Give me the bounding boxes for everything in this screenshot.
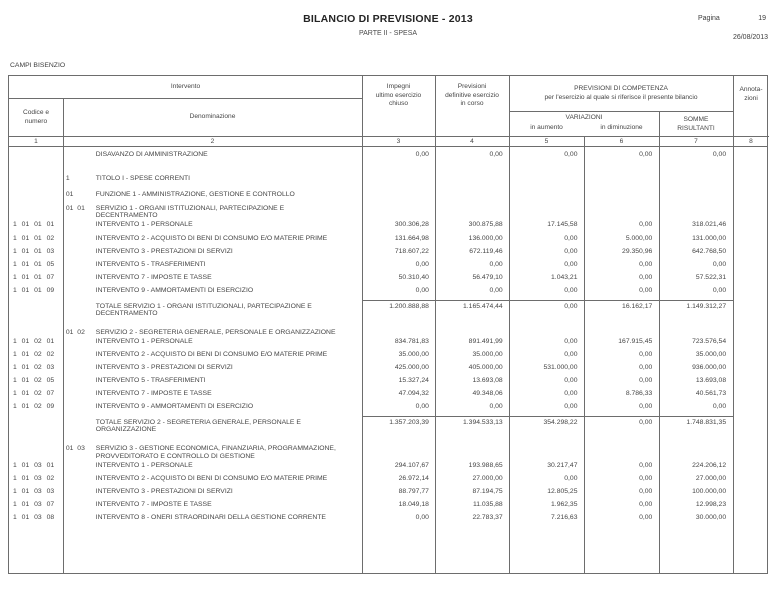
row-value-previsioni: 0,00 <box>489 260 503 268</box>
row-code: 1 01 03 01 <box>13 461 55 469</box>
page-title: BILANCIO DI PREVISIONE - 2013 <box>303 13 473 25</box>
budget-table <box>8 75 768 574</box>
row-value-previsioni: 27.000,00 <box>472 474 503 482</box>
row-value-impegni: 26.972,14 <box>398 474 429 482</box>
row-value-previsioni: 1.165.474,44 <box>463 302 503 310</box>
row-label: DISAVANZO DI AMMINISTRAZIONE <box>95 151 208 158</box>
row-value-impegni: 718.607,22 <box>394 247 429 255</box>
row-value-aumento: 531.000,00 <box>543 364 578 371</box>
row-code: 1 01 03 07 <box>13 501 55 509</box>
row-code: 1 01 03 08 <box>13 514 55 522</box>
table-row <box>9 329 767 337</box>
row-value-somme: 27.000,00 <box>695 474 727 482</box>
table-row <box>9 205 767 220</box>
row-section-code: 01 <box>65 191 74 199</box>
row-value-previsioni: 405.000,00 <box>468 364 503 371</box>
row-value-diminuzione: 167.915,45 <box>618 337 653 345</box>
row-value-previsioni: 193.988,65 <box>468 461 503 469</box>
column-number: 2 <box>210 138 215 145</box>
row-label: INTERVENTO 2 - ACQUISTO DI BENI DI CONSUMO E/O MATERIE PRIME <box>95 234 328 242</box>
row-value-impegni: 425.000,00 <box>394 364 429 371</box>
table-row <box>9 221 767 229</box>
row-value-impegni: 0,00 <box>415 403 429 411</box>
row-label: INTERVENTO 1 - PERSONALE <box>95 221 193 229</box>
column-number: 8 <box>749 138 753 145</box>
row-code: 1 01 01 07 <box>13 273 55 281</box>
column-number: 5 <box>544 138 549 145</box>
row-label: TOTALE SERVIZIO 1 - ORGANI ISTITUZIONALI, PARTECIPAZIONE E DECENTRAMENTO <box>95 302 312 318</box>
row-value-previsioni: 1.394.533,13 <box>463 418 503 426</box>
row-label: INTERVENTO 1 - PERSONALE <box>95 337 193 345</box>
row-value-diminuzione: 0,00 <box>639 377 653 385</box>
row-value-previsioni: 13.693,08 <box>472 377 503 385</box>
header-codice-numero: Codice e numero <box>22 109 50 125</box>
row-value-aumento: 0,00 <box>564 390 578 398</box>
row-value-previsioni: 672.119,46 <box>469 247 503 255</box>
column-number: 4 <box>470 138 474 145</box>
page-subtitle: PARTE II - SPESA <box>358 30 418 37</box>
table-row <box>9 419 767 434</box>
row-code: 1 01 01 02 <box>13 234 55 242</box>
column-number: 7 <box>694 138 698 145</box>
row-section-code: 01 02 <box>65 328 85 336</box>
row-value-diminuzione: 16.162,17 <box>622 302 653 310</box>
page-number-label: Pagina <box>698 15 720 22</box>
row-value-diminuzione: 0,00 <box>639 260 653 268</box>
row-value-impegni: 35.000,00 <box>398 350 429 358</box>
table-row <box>9 445 767 460</box>
header-rule <box>9 98 362 99</box>
row-label: INTERVENTO 9 - AMMORTAMENTI DI ESERCIZIO <box>95 286 254 294</box>
row-label: INTERVENTO 3 - PRESTAZIONI DI SERVIZI <box>95 487 233 495</box>
row-label: INTERVENTO 7 - IMPOSTE E TASSE <box>95 273 212 281</box>
row-code: 1 01 01 03 <box>13 247 55 255</box>
row-label: SERVIZIO 2 - SEGRETERIA GENERALE, PERSONALE E ORGANIZZAZIONE <box>95 328 336 336</box>
column-number: 3 <box>396 138 401 145</box>
row-section-code: 01 03 <box>65 445 85 453</box>
table-row <box>9 151 767 159</box>
table-row <box>9 235 767 243</box>
row-value-impegni: 18.049,18 <box>398 501 429 509</box>
row-value-impegni: 0,00 <box>415 514 429 522</box>
column-number-row <box>9 136 769 147</box>
row-value-diminuzione: 0,00 <box>639 286 653 294</box>
row-value-previsioni: 49.348,06 <box>472 390 503 398</box>
row-label: INTERVENTO 9 - AMMORTAMENTI DI ESERCIZIO <box>95 403 254 411</box>
row-value-impegni: 50.310,40 <box>398 273 429 281</box>
header-previsioni-competenza: PREVISIONI DI COMPETENZA per l'esercizio al quale si riferisce il presente bilancio <box>544 85 698 101</box>
row-value-impegni: 300.306,28 <box>394 221 429 229</box>
row-value-aumento: 0,00 <box>564 350 578 358</box>
row-value-somme: 13.693,08 <box>695 377 727 385</box>
row-value-somme: 0,00 <box>712 403 727 411</box>
header-somme-risultanti: SOMME RISULTANTI <box>677 116 715 132</box>
document-date: 26/08/2013 <box>732 34 768 41</box>
header-impegni: Impegni ultimo esercizio chiuso <box>375 83 422 107</box>
row-value-somme: 0,00 <box>712 260 727 268</box>
row-value-somme: 131.000,00 <box>692 234 727 242</box>
row-value-previsioni: 0,00 <box>489 286 503 294</box>
table-body <box>9 147 767 574</box>
header-annotazioni: Annota- zioni <box>739 86 763 102</box>
row-value-impegni: 15.327,24 <box>398 377 429 385</box>
table-row <box>9 175 767 183</box>
row-value-diminuzione: 5.000,00 <box>625 234 653 242</box>
row-label: INTERVENTO 1 - PERSONALE <box>95 461 193 469</box>
row-label: TITOLO I - SPESE CORRENTI <box>95 174 191 182</box>
table-row <box>9 475 767 483</box>
row-label: INTERVENTO 3 - PRESTAZIONI DI SERVIZI <box>95 364 233 371</box>
row-value-diminuzione: 0,00 <box>639 221 653 229</box>
row-value-diminuzione: 8.786,33 <box>625 390 653 398</box>
row-section-code: 01 01 <box>65 204 85 212</box>
row-value-impegni: 0,00 <box>415 151 429 158</box>
row-value-impegni: 1.200.888,88 <box>389 302 429 310</box>
row-value-somme: 57.522,31 <box>695 273 727 281</box>
row-code: 1 01 02 01 <box>13 337 55 345</box>
page-number: 19 <box>758 15 766 22</box>
row-value-somme: 318.021,46 <box>692 221 727 229</box>
row-value-aumento: 0,00 <box>564 377 578 385</box>
header-denominazione: Denominazione <box>189 113 236 120</box>
header-in-aumento: in aumento <box>530 123 563 131</box>
row-value-diminuzione: 0,00 <box>639 364 653 371</box>
row-value-somme: 642.768,50 <box>692 247 727 255</box>
row-value-somme: 723.576,54 <box>692 337 727 345</box>
row-value-impegni: 0,00 <box>415 286 429 294</box>
row-code: 1 01 02 05 <box>13 377 55 385</box>
row-label: INTERVENTO 2 - ACQUISTO DI BENI DI CONSUMO E/O MATERIE PRIME <box>95 350 328 358</box>
table-row <box>9 403 767 411</box>
row-value-previsioni: 56.479,10 <box>472 273 503 281</box>
row-value-impegni: 294.107,67 <box>394 461 429 469</box>
row-label: SERVIZIO 3 - GESTIONE ECONOMICA, FINANZIARIA, PROGRAMMAZIONE, PROVVEDITORATO E CONTROLLO DI GESTIONE <box>95 445 336 460</box>
row-value-previsioni: 0,00 <box>489 403 503 411</box>
table-row <box>9 287 767 295</box>
row-value-aumento: 7.216,63 <box>551 514 578 522</box>
row-label: INTERVENTO 2 - ACQUISTO DI BENI DI CONSUMO E/O MATERIE PRIME <box>95 474 328 482</box>
row-code: 1 01 03 02 <box>13 474 55 482</box>
row-value-impegni: 131.664,98 <box>394 234 429 242</box>
row-value-aumento: 0,00 <box>564 474 578 482</box>
row-code: 1 01 01 01 <box>13 221 55 229</box>
header-previsioni-definitive: Previsioni definitive esercizio in corso <box>445 83 499 107</box>
row-value-aumento: 1.043,21 <box>551 273 578 281</box>
row-value-diminuzione: 0,00 <box>639 350 653 358</box>
row-value-aumento: 0,00 <box>564 151 578 158</box>
row-value-somme: 100.000,00 <box>692 487 727 495</box>
row-value-somme: 0,00 <box>712 286 727 294</box>
table-header <box>9 76 767 147</box>
column-number: 6 <box>619 138 624 145</box>
row-value-diminuzione: 0,00 <box>639 403 653 411</box>
row-value-somme: 936.000,00 <box>692 364 727 371</box>
row-value-diminuzione: 0,00 <box>639 418 653 426</box>
row-value-aumento: 0,00 <box>564 234 578 242</box>
row-value-impegni: 47.094,32 <box>398 390 429 398</box>
row-code: 1 01 02 02 <box>13 350 55 358</box>
row-label: TOTALE SERVIZIO 2 - SEGRETERIA GENERALE, PERSONALE E ORGANIZZAZIONE <box>95 418 301 434</box>
table-row <box>9 248 767 256</box>
table-row <box>9 274 767 282</box>
row-value-previsioni: 136.000,00 <box>468 234 503 242</box>
row-code: 1 01 02 09 <box>13 403 55 411</box>
row-code: 1 01 02 07 <box>13 390 55 398</box>
row-value-diminuzione: 0,00 <box>639 487 653 495</box>
header-variazioni: VARIAZIONI in aumento in diminuzione <box>509 111 659 136</box>
row-value-previsioni: 300.875,88 <box>468 221 503 229</box>
row-value-diminuzione: 0,00 <box>639 273 653 281</box>
row-value-diminuzione: 29.350,96 <box>622 247 653 255</box>
row-value-somme: 40.561,73 <box>695 390 727 398</box>
row-value-aumento: 1.962,35 <box>551 501 578 509</box>
row-code: 1 01 01 05 <box>13 260 55 268</box>
row-value-aumento: 12.805,25 <box>547 487 578 495</box>
header-intervento: Intervento <box>170 83 201 90</box>
row-label: INTERVENTO 3 - PRESTAZIONI DI SERVIZI <box>95 247 233 255</box>
row-value-impegni: 88.797,77 <box>398 487 429 495</box>
table-row <box>9 191 767 199</box>
row-value-impegni: 0,00 <box>415 260 429 268</box>
table-row <box>9 261 767 269</box>
row-value-aumento: 0,00 <box>564 247 578 255</box>
row-label: INTERVENTO 5 - TRASFERIMENTI <box>95 260 206 268</box>
row-value-aumento: 0,00 <box>564 403 578 411</box>
row-value-somme: 1.748.831,35 <box>686 418 727 426</box>
row-value-previsioni: 0,00 <box>489 151 503 158</box>
row-value-previsioni: 11.035,88 <box>472 501 503 509</box>
table-row <box>9 514 767 522</box>
row-label: INTERVENTO 8 - ONERI STRAORDINARI DELLA GESTIONE CORRENTE <box>95 514 326 522</box>
table-row <box>9 501 767 509</box>
row-value-somme: 35.000,00 <box>695 350 727 358</box>
row-value-previsioni: 35.000,00 <box>472 350 503 358</box>
row-value-diminuzione: 0,00 <box>639 461 653 469</box>
table-row <box>9 364 767 372</box>
row-value-diminuzione: 0,00 <box>639 501 653 509</box>
row-value-somme: 12.998,23 <box>695 501 727 509</box>
table-row <box>9 462 767 470</box>
table-row <box>9 351 767 359</box>
row-label: INTERVENTO 7 - IMPOSTE E TASSE <box>95 501 212 509</box>
row-code: 1 01 02 03 <box>13 364 55 371</box>
row-value-aumento: 0,00 <box>564 302 578 310</box>
row-value-impegni: 1.357.203,39 <box>389 418 429 426</box>
row-value-somme: 30.000,00 <box>695 514 727 522</box>
row-value-previsioni: 891.491,99 <box>468 337 503 345</box>
row-value-aumento: 0,00 <box>564 286 578 294</box>
row-value-aumento: 354.298,22 <box>543 418 578 426</box>
row-section-code: 1 <box>65 174 70 182</box>
row-value-previsioni: 87.194,75 <box>472 487 503 495</box>
row-label: INTERVENTO 7 - IMPOSTE E TASSE <box>95 390 212 398</box>
row-label: INTERVENTO 5 - TRASFERIMENTI <box>95 377 206 385</box>
entity-name: CAMPI BISENZIO <box>10 62 66 69</box>
row-code: 1 01 01 09 <box>13 286 55 294</box>
row-value-aumento: 0,00 <box>564 260 578 268</box>
header-in-diminuzione: in diminuzione <box>600 123 643 131</box>
row-value-diminuzione: 0,00 <box>639 514 653 522</box>
table-row <box>9 338 767 346</box>
row-value-somme: 224.206,12 <box>692 461 727 469</box>
row-label: FUNZIONE 1 - AMMINISTRAZIONE, GESTIONE E CONTROLLO <box>95 191 295 199</box>
row-value-somme: 0,00 <box>712 151 727 158</box>
row-value-previsioni: 22.783,37 <box>472 514 503 522</box>
table-row <box>9 303 767 318</box>
row-label: SERVIZIO 1 - ORGANI ISTITUZIONALI, PARTECIPAZIONE E DECENTRAMENTO <box>95 204 285 220</box>
table-row <box>9 377 767 385</box>
row-value-diminuzione: 0,00 <box>639 151 653 158</box>
table-row <box>9 390 767 398</box>
row-value-diminuzione: 0,00 <box>639 474 653 482</box>
row-value-aumento: 0,00 <box>564 337 578 345</box>
table-row <box>9 488 767 496</box>
column-number: 1 <box>34 138 38 145</box>
row-code: 1 01 03 03 <box>13 487 55 495</box>
row-value-aumento: 17.145,58 <box>547 221 578 229</box>
row-value-somme: 1.149.312,27 <box>686 302 727 310</box>
row-value-impegni: 834.781,83 <box>394 337 429 345</box>
row-value-aumento: 30.217,47 <box>547 461 578 469</box>
header-rule <box>509 111 733 112</box>
